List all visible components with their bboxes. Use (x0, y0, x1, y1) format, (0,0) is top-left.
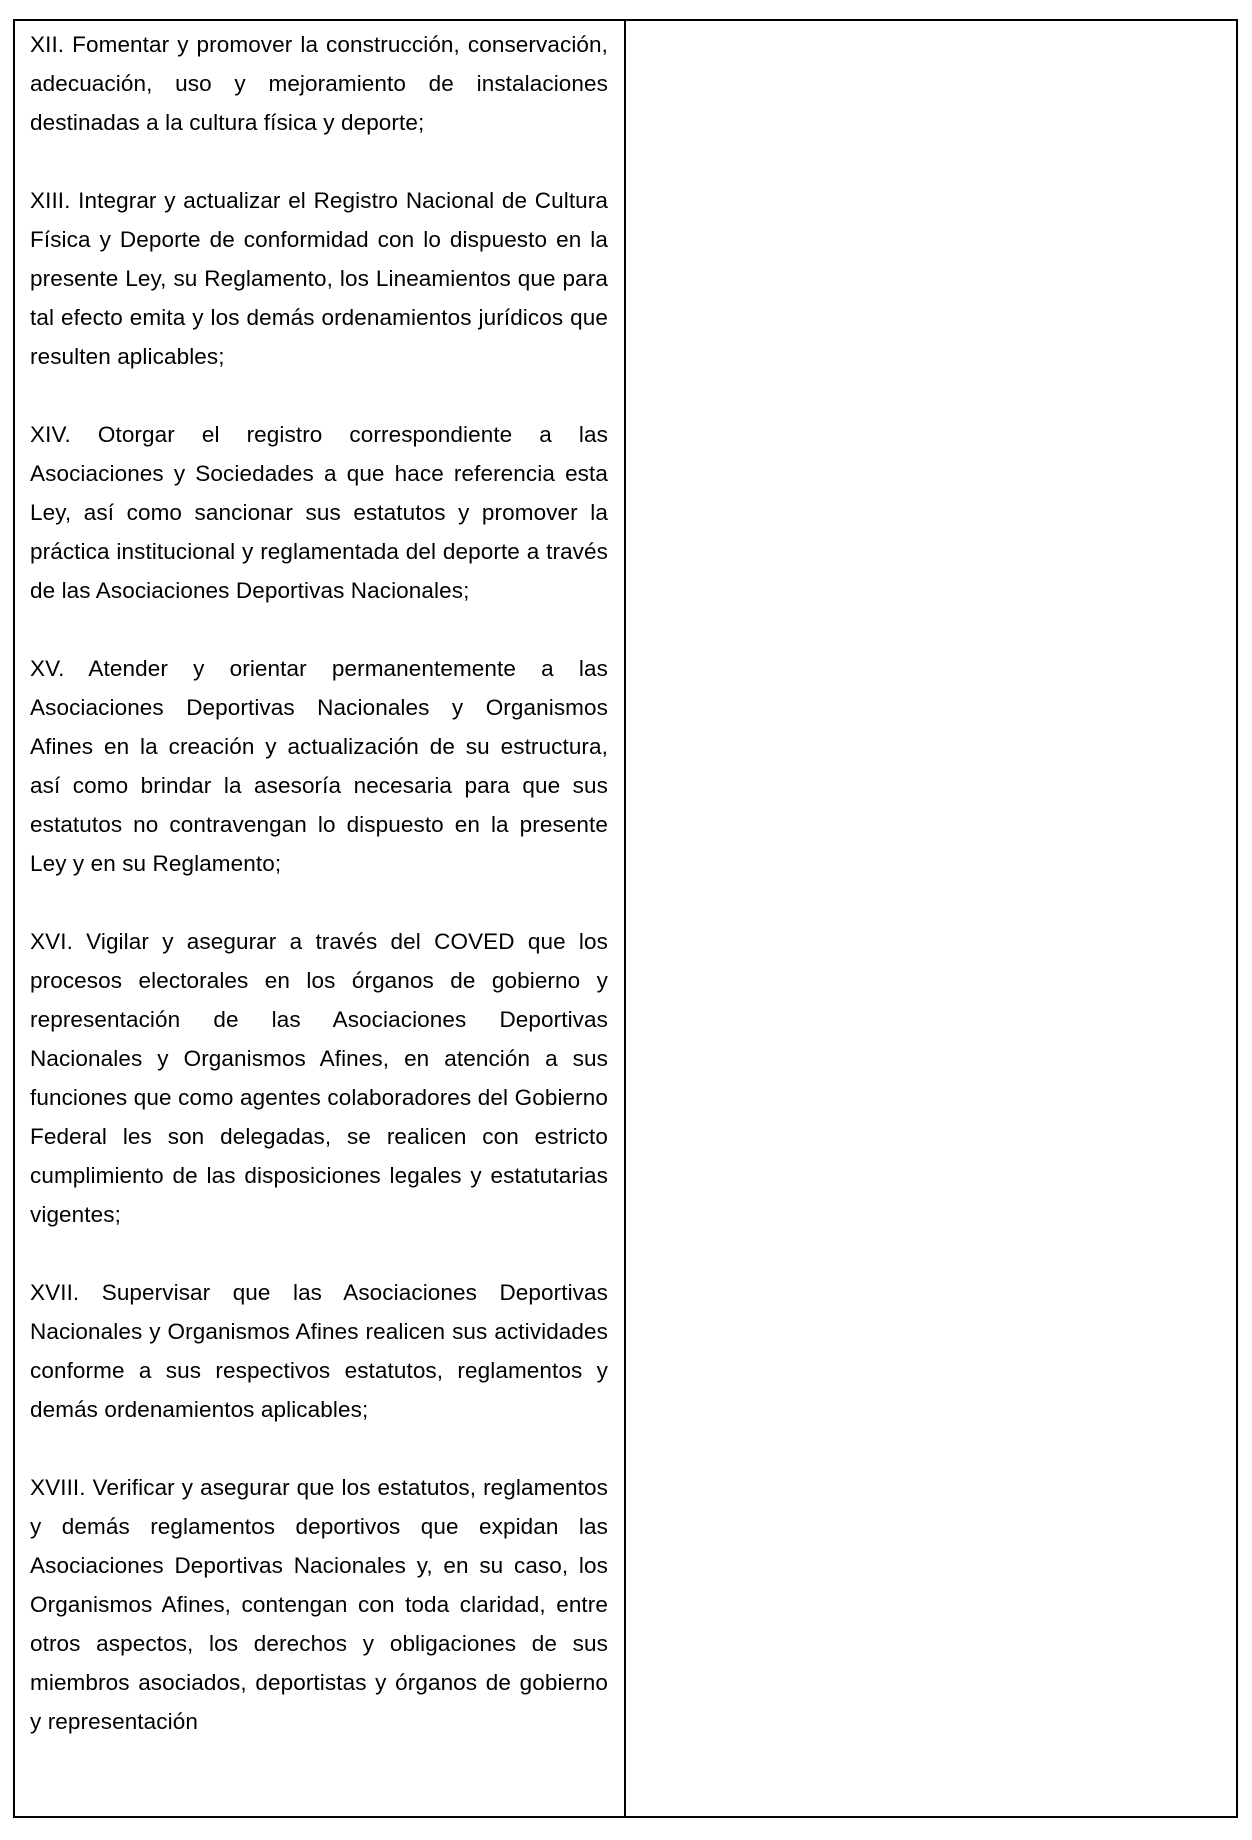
fraction-xiii-paragraph: XIII. Integrar y actualizar el Registro Nacional de Cultura Física y Deporte de conformidad con lo dispuesto en la presente Ley, su Reglamento, los Lineamientos que para tal efecto emita y los demás ordenamientos jurídicos que resulten aplicables; (30, 188, 608, 369)
document-table (13, 19, 1238, 1818)
fraction-xii-paragraph: XII. Fomentar y promover la construcción, conservación, adecuación, uso y mejoramiento de instalaciones destinadas a la cultura física y deporte; (30, 32, 608, 135)
fraction-xvi-paragraph: XVI. Vigilar y asegurar a través del COVED que los procesos electorales en los órganos de gobierno y representación de las Asociaciones Deportivas Nacionales y Organismos Afines, en atención a sus funciones que como agentes colaboradores del Gobierno Federal les son delegadas, se realicen con estricto cumplimiento de las disposiciones legales y estatutarias vigentes; (30, 929, 608, 1227)
fraction-xiv-paragraph: XIV. Otorgar el registro correspondiente a las Asociaciones y Sociedades a que hace referencia esta Ley, así como sancionar sus estatutos y promover la práctica institucional y reglamentada del deporte a través de las Asociaciones Deportivas Nacionales; (30, 422, 608, 603)
fraction-xv-paragraph: XV. Atender y orientar permanentemente a las Asociaciones Deportivas Nacionales y Organismos Afines en la creación y actualización de su estructura, así como brindar la asesoría necesaria para que sus estatutos no contravengan lo dispuesto en la presente Ley y en su Reglamento; (30, 656, 608, 876)
left-column-cell (15, 21, 626, 1816)
fraction-xviii-paragraph: XVIII. Verificar y asegurar que los estatutos, reglamentos y demás reglamentos deportivos que expidan las Asociaciones Deportivas Nacionales y, en su caso, los Organismos Afines, contengan con toda claridad, entre otros aspectos, los derechos y obligaciones de sus miembros asociados, deportistas y órganos de gobierno y representación (30, 1475, 608, 1734)
fraction-xvii-paragraph: XVII. Supervisar que las Asociaciones Deportivas Nacionales y Organismos Afines realicen sus actividades conforme a sus respectivos estatutos, reglamentos y demás ordenamientos aplicables; (30, 1280, 608, 1422)
right-column-cell (626, 21, 1236, 1816)
